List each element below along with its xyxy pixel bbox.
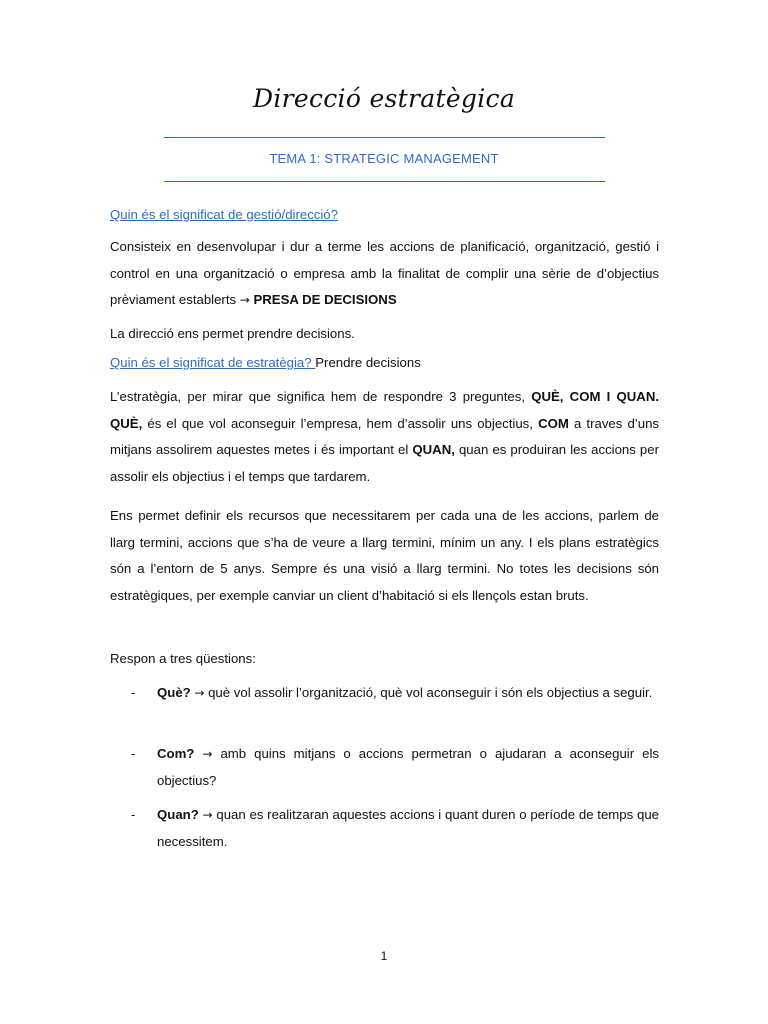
title-rule-bottom <box>164 181 605 182</box>
list-item-que-text <box>157 680 659 707</box>
question-estrategia-answer: Prendre decisions <box>315 355 421 370</box>
estrategia-bold-3: COM <box>538 415 569 431</box>
list-item-quan-text <box>157 802 659 855</box>
question-gestio-link[interactable]: Quin és el significat de gestió/direcció? <box>110 207 338 222</box>
right-arrow-icon: → <box>239 293 250 308</box>
estrategia-bold-4: QUAN, <box>412 442 455 458</box>
document-subtitle: TEMA 1: STRATEGIC MANAGEMENT <box>269 151 499 166</box>
question-estrategia-link[interactable]: Quin és el significat de estratègia? <box>110 355 316 370</box>
question-heading-gestio <box>110 202 659 229</box>
estrategia-bold-1: QUÈ, COM I QUAN. <box>531 389 660 404</box>
list-dash: - <box>131 807 136 822</box>
list-label-quan: Quan? <box>157 807 199 822</box>
list-desc-que: què vol assolir l’organització, què vol aconseguir i són els objectius a seguir. <box>204 685 653 700</box>
right-arrow-icon: → <box>194 686 205 700</box>
estrategia-text-4: quan es produiran les accions per assolir els objectius i el temps que tardarem. <box>110 442 659 485</box>
paragraph-respon: Respon a tres qüestions: <box>110 651 256 666</box>
estrategia-text-3: a traves d’uns mitjans assolirem aquestes metes i és important el <box>110 415 660 458</box>
paragraph-recursos: Ens permet definir els recursos que necessitarem per cada una de les accions, parlem de llarg termini, accions que s’ha de veure a llarg termini, mínim un any. I els plans estratègics són a l’entorn de 5 anys. Sempre és una visió a llarg termini. No totes les decisions són estratègiques, per exemple canviar un client d’habitació si els llençols estan bruts. <box>110 508 659 604</box>
paragraph-estrategia <box>110 384 659 491</box>
list-dash: - <box>131 746 136 761</box>
right-arrow-icon: → <box>202 747 213 761</box>
paragraph-gestio-bold: PRESA DE DECISIONS <box>253 292 397 308</box>
list-item-com-text <box>157 741 659 794</box>
list-dash: - <box>131 685 136 700</box>
paragraph-direccio: La direcció ens permet prendre decisions. <box>110 326 355 341</box>
paragraph-gestio <box>110 234 659 314</box>
question-heading-estrategia <box>110 350 659 377</box>
right-arrow-icon: → <box>202 808 213 822</box>
document-title: Direcció estratègica <box>252 84 516 113</box>
title-rule-top <box>164 137 605 138</box>
estrategia-text-2: és el que vol aconseguir l’empresa, hem d’assolir uns objectius, <box>142 415 539 431</box>
paragraph-gestio-text: Consisteix en desenvolupar i dur a terme les accions de planificació, organització, gestió i control en una organització o empresa amb la finalitat de complir una sèrie de d’objectius prèviament establerts <box>110 239 659 308</box>
list-label-com: Com? <box>157 746 195 761</box>
estrategia-bold-2: QUÈ, <box>110 415 143 431</box>
page-number: 1 <box>380 949 388 963</box>
estrategia-text-1: L’estratègia, per mirar que significa hem de respondre 3 preguntes, <box>110 389 532 404</box>
list-desc-com: amb quins mitjans o accions permetran o ajudaran a aconseguir els objectius? <box>157 746 659 788</box>
list-label-que: Què? <box>157 685 191 700</box>
list-desc-quan: quan es realitzaran aquestes accions i quant duren o període de temps que necessitem. <box>157 807 659 849</box>
